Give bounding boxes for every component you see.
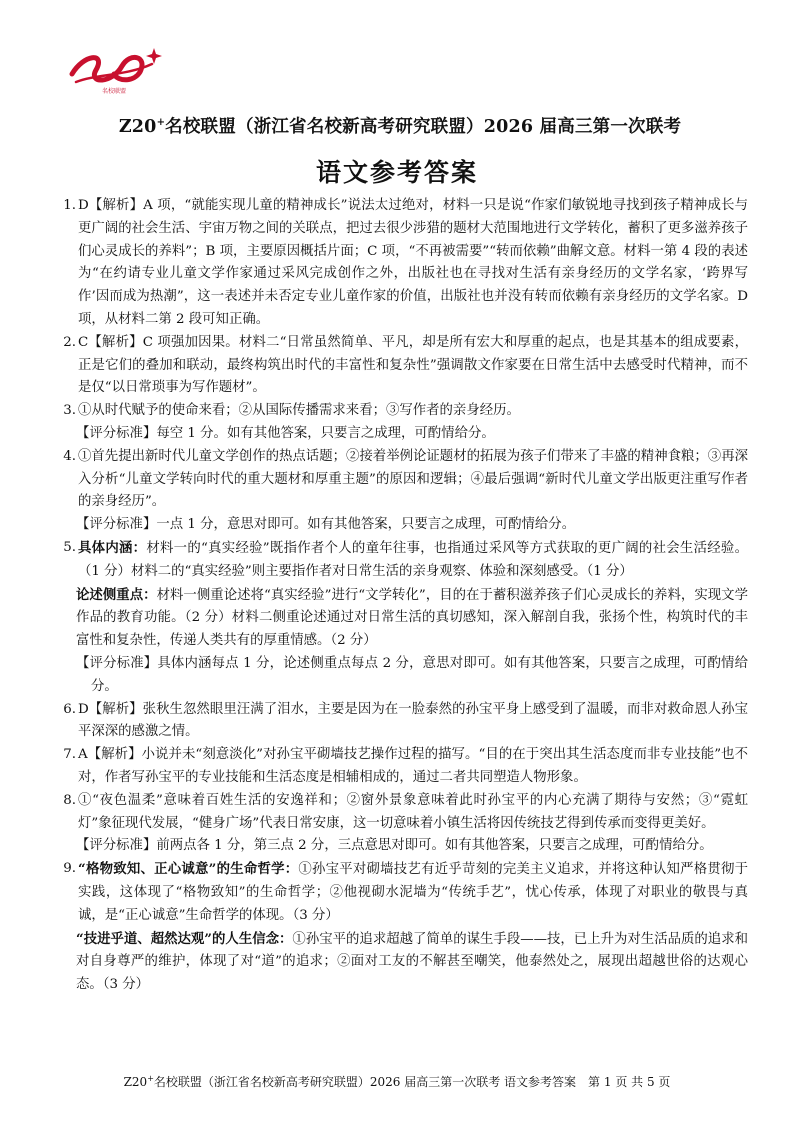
answer-number: 2. (63, 334, 76, 350)
answer-label: “技进乎道、超然达观”的人生信念： (76, 930, 293, 947)
scoring-standard-3: 【评分标准】每空 1 分。如有其他答案，只要言之成理，可酌情给分。 (76, 425, 495, 441)
answer-content: ①孙宝平的追求超越了简单的谋生手段——技，已上升为对生活品质的追求和对自身尊严的维护，体现了对“道”的追求；②面对工友的不解甚至嘲笑，他泰然处之，展现出超越世俗的达观心态。（3 分） (76, 931, 748, 993)
exam-title (60, 113, 740, 138)
answer-5-part-2 (48, 584, 748, 653)
answer-9 (48, 858, 748, 927)
answer-3 (48, 400, 748, 423)
answer-4 (48, 446, 748, 514)
page-footer (0, 1073, 794, 1090)
answer-text: C【解析】C 项强加因果。材料二“日常虽然简单、平凡，却是所有宏大和厚重的起点，也是其基本的组成要素，正是它们的叠加和联动，最终构筑出时代的丰富性和复杂性”强调散文作家要在日常生活中去感受时代精神，而不是仅“以日常琐事为写作题材”。 (78, 334, 748, 396)
exam-title-rest: 名校联盟（浙江省名校新高考研究联盟）2026 届高三第一次联考 (165, 117, 682, 137)
answer-label: 论述侧重点： (76, 586, 157, 603)
answer-text (78, 858, 748, 927)
logo (66, 44, 162, 100)
answer-content: 材料一侧重论述将“真实经验”进行“文学转化”，目的在于蓄积滋养孩子们心灵成长的养料，实现文学作品的教育功能。（2 分）材料二侧重论述通过对日常生活的真切感知，深入解剖自我，张扬个性，构筑时代的丰富性和复杂性，传递人类共有的厚重情感。（2 分） (76, 587, 748, 649)
answer-5 (48, 537, 748, 584)
answer-text: ①从时代赋予的使命来看；②从国际传播需求来看；③写作者的亲身经历。 (78, 403, 520, 419)
answer-number: 5. (63, 539, 76, 555)
answer-text: A【解析】小说并未“刻意淡化”对孙宝平砌墙技艺操作过程的描写。“目的在于突出其生活态度而非专业技能”也不对，作者写孙宝平的专业技能和生活态度是相辅相成的，通过二者共同塑造人物形象。 (78, 747, 748, 785)
doc-title: 语文参考答案 (315, 158, 478, 187)
answer-content: 材料一的“真实经验”既指作者个人的童年往事，也指通过采风等方式获取的更广阔的社会生活经验。（1 分）材料二的“真实经验”则主要指作者对日常生活的亲身观察、体验和深刻感受。（1 分） (78, 540, 748, 579)
answer-body (48, 195, 748, 997)
answer-7 (48, 744, 748, 790)
logo-text: 名校联盟 (102, 88, 127, 95)
scoring-standard-5: 【评分标准】具体内涵每点 1 分，论述侧重点每点 2 分，意思对即可。如有其他答案，只要言之成理，可酌情给分。 (76, 655, 748, 694)
answer-2 (48, 332, 748, 400)
answer-number: 1. (63, 198, 76, 213)
answer-number: 8. (63, 792, 76, 808)
scoring-standard-4: 【评分标准】一点 1 分，意思对即可。如有其他答案，只要言之成理，可酌情给分。 (76, 517, 576, 533)
footer-sup: + (147, 1074, 154, 1083)
answer-text: ①“夜色温柔”意味着百姓生活的安逸祥和；②窗外景象意味着此时孙宝平的内心充满了期待与安然；③“霓虹灯”象征现代发展，“健身广场”代表日常安康，这一切意味着小镇生活将因传统技艺得到传承而变得更美好。 (78, 792, 748, 831)
answer-text: ①首先提出新时代儿童文学创作的热点话题；②接着举例论证题材的拓展为孩子们带来了丰盛的精神食粮；③再深入分析“儿童文学转向时代的重大题材和厚重主题”的原因和逻辑；④最后强调“新时代儿童文学出版更注重写作者的亲身经历”。 (78, 448, 748, 510)
answer-8 (48, 790, 748, 836)
answer-text: D【解析】A 项，“就能实现儿童的精神成长”说法太过绝对，材料一只是说“作家们敏锐地寻找到孩子精神成长与更广阔的社会生活、宇宙万物之间的关联点，把过去很少涉猎的题材大范围地进行文学转化，蓄积了更多滋养孩子们心灵成长的养料”；B 项，主要原因概括片面；C 项，“不再被需要”“转而依赖”曲解文意。材料一第 4 段的表述为“在约请专业儿童文学作家通过采风完成创作之外，出版社也在寻找对生活有亲身经历的文学名家，‘跨界写作’因而成为热潮”，这一表述并未否定专业儿童作家的价值，出版社也并没有转而依赖有亲身经历的文学名家。D 项，从材料二第 2 段可知正确。 (78, 198, 748, 327)
exam-title-prefix: Z20 (118, 117, 157, 137)
answer-content: ①孙宝平对砌墙技艺有近乎苛刻的完美主义追求，并将这种认知严格贯彻于实践，这体现了“格物致知”的生命哲学；②他视砌水泥墙为“传统手艺”，忧心传承，体现了对职业的敬畏与真诚，是“正心诚意”生命哲学的体现。（3 分） (78, 862, 748, 923)
answer-text (78, 537, 748, 584)
answer-1 (48, 195, 748, 332)
answer-number: 6. (63, 701, 76, 717)
scoring-standard-8: 【评分标准】前两点各 1 分，第三点 2 分，三点意思对即可。如有其他答案，只要言之成理，可酌情给分。 (76, 838, 713, 854)
exam-title-sup: + (156, 117, 166, 129)
answer-number: 3. (63, 403, 76, 419)
answer-text: D【解析】张秋生忽然眼里汪满了泪水，主要是因为在一脸泰然的孙宝平身上感受到了温暖，而非对救命恩人孙宝平深深的感激之情。 (78, 701, 748, 740)
answer-label: “格物致知、正心诚意”的生命哲学： (78, 861, 299, 878)
answer-label: 具体内涵： (78, 539, 147, 556)
answer-9-part-2 (48, 928, 748, 997)
answer-number: 4. (63, 448, 76, 464)
answer-number: 9. (63, 861, 76, 877)
footer-prefix: Z20 (123, 1075, 148, 1089)
footer-text: 名校联盟（浙江省名校新高考研究联盟）2026 届高三第一次联考 语文参考答案 第 1 页 共 5 页 (153, 1075, 671, 1089)
answer-number: 7. (63, 747, 76, 763)
answer-6 (48, 699, 748, 745)
